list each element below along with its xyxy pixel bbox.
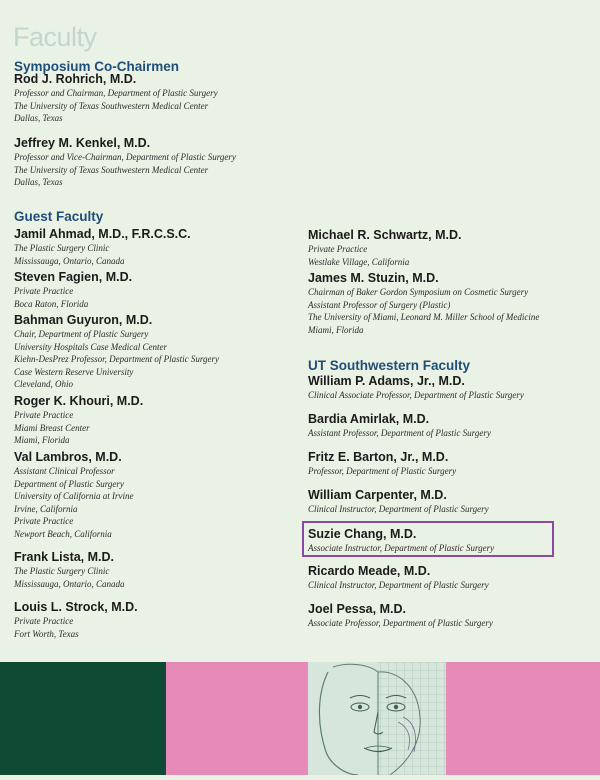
faculty-detail: Kiehn-DesPrez Professor, Department of Plastic Surgery xyxy=(14,354,219,364)
faculty-detail: Miami, Florida xyxy=(308,324,364,335)
footer-dark-panel xyxy=(0,662,166,775)
faculty-detail: Clinical Associate Professor, Department of Plastic Surgery xyxy=(308,390,524,400)
faculty-detail: University Hospitals Case Medical Center xyxy=(14,341,167,352)
faculty-detail: Cleveland, Ohio xyxy=(14,379,73,389)
faculty-entry xyxy=(14,227,191,267)
faculty-entry xyxy=(14,72,218,125)
faculty-detail: The University of Texas Southwestern Medical Center xyxy=(14,100,209,111)
faculty-detail: Boca Raton, Florida xyxy=(14,298,89,309)
faculty-detail: Associate Instructor, Department of Plastic Surgery xyxy=(308,543,495,553)
faculty-entry xyxy=(308,450,456,478)
faculty-detail: Fort Worth, Texas xyxy=(14,628,79,639)
faculty-entry xyxy=(14,550,125,590)
faculty-name: Ricardo Meade, M.D. xyxy=(308,564,431,578)
footer-band xyxy=(0,662,600,775)
faculty-detail: Assistant Professor of Surgery (Plastic) xyxy=(308,299,451,310)
faculty-detail: Private Practice xyxy=(14,516,74,526)
faculty-detail: Private Practice xyxy=(14,410,74,420)
faculty-detail: Private Practice xyxy=(14,616,74,626)
faculty-detail: Private Practice xyxy=(14,286,74,296)
faculty-entry xyxy=(14,394,143,447)
faculty-detail: Miami Breast Center xyxy=(14,422,90,433)
faculty-name: Joel Pessa, M.D. xyxy=(308,602,406,616)
faculty-name: Val Lambros, M.D. xyxy=(14,450,122,464)
faculty-detail: Case Western Reserve University xyxy=(14,366,134,377)
faculty-detail: The University of Texas Southwestern Medical Center xyxy=(14,164,209,175)
faculty-name: Jamil Ahmad, M.D., F.R.C.S.C. xyxy=(14,227,191,241)
faculty-entry xyxy=(14,600,138,640)
faculty-detail: Associate Professor, Department of Plastic Surgery xyxy=(308,618,493,628)
faculty-detail: The Plastic Surgery Clinic xyxy=(14,243,110,253)
faculty-entry xyxy=(308,488,489,516)
faculty-detail: Mississauga, Ontario, Canada xyxy=(14,578,125,589)
faculty-name: Bardia Amirlak, M.D. xyxy=(308,412,430,426)
faculty-detail: Dallas, Texas xyxy=(14,177,63,187)
faculty-entry-highlighted xyxy=(308,527,494,555)
faculty-name: William P. Adams, Jr., M.D. xyxy=(308,374,465,388)
faculty-detail: The Plastic Surgery Clinic xyxy=(14,566,110,576)
faculty-entry xyxy=(308,602,493,630)
face-illustration xyxy=(308,662,446,775)
faculty-name: James M. Stuzin, M.D. xyxy=(308,271,439,285)
faculty-name: Rod J. Rohrich, M.D. xyxy=(14,72,137,86)
faculty-detail: Assistant Clinical Professor xyxy=(14,466,115,476)
faculty-detail: Chair, Department of Plastic Surgery xyxy=(14,329,149,339)
faculty-detail: Department of Plastic Surgery xyxy=(14,478,124,489)
faculty-detail: The University of Miami, Leonard M. Miller School of Medicine xyxy=(308,312,540,322)
faculty-entry xyxy=(308,228,462,268)
cochairs-heading: Symposium Co-Chairmen xyxy=(14,59,180,74)
faculty-name: Frank Lista, M.D. xyxy=(14,550,115,564)
faculty-entry xyxy=(14,136,236,189)
faculty-name: Bahman Guyuron, M.D. xyxy=(14,313,153,327)
faculty-detail: Chairman of Baker Gordon Symposium on Cosmetic Surgery xyxy=(308,287,529,297)
faculty-name: Steven Fagien, M.D. xyxy=(14,270,133,284)
faculty-name: Michael R. Schwartz, M.D. xyxy=(308,228,462,242)
faculty-name: Jeffrey M. Kenkel, M.D. xyxy=(14,136,151,150)
faculty-detail: Westlake Village, California xyxy=(308,256,410,267)
faculty-detail: Miami, Florida xyxy=(14,435,70,445)
faculty-detail: Professor and Vice-Chairman, Department of Plastic Surgery xyxy=(14,152,236,162)
faculty-entry xyxy=(308,564,489,592)
faculty-entry xyxy=(308,271,539,336)
face-sketch-icon xyxy=(308,662,446,775)
faculty-detail: Dallas, Texas xyxy=(14,113,63,123)
faculty-name: Roger K. Khouri, M.D. xyxy=(14,394,144,408)
faculty-detail: Assistant Professor, Department of Plastic Surgery xyxy=(308,428,491,438)
faculty-name: Louis L. Strock, M.D. xyxy=(14,600,138,614)
faculty-name: Suzie Chang, M.D. xyxy=(308,527,417,541)
faculty-detail: Mississauga, Ontario, Canada xyxy=(14,255,125,266)
page-title: Faculty xyxy=(13,22,97,52)
faculty-detail: Clinical Instructor, Department of Plastic Surgery xyxy=(308,504,489,514)
faculty-entry xyxy=(308,374,524,402)
faculty-detail: Professor, Department of Plastic Surgery xyxy=(308,466,457,476)
faculty-entry xyxy=(308,412,491,440)
faculty-detail: Newport Beach, California xyxy=(14,528,112,539)
faculty-entry xyxy=(14,313,219,391)
faculty-detail: Professor and Chairman, Department of Plastic Surgery xyxy=(14,88,218,98)
faculty-detail: University of California at Irvine xyxy=(14,491,134,501)
faculty-detail: Irvine, California xyxy=(14,503,78,514)
faculty-entry xyxy=(14,270,132,310)
faculty-detail: Clinical Instructor, Department of Plastic Surgery xyxy=(308,580,489,590)
faculty-entry xyxy=(14,450,134,540)
faculty-detail: Private Practice xyxy=(308,244,368,254)
faculty-name: Fritz E. Barton, Jr., M.D. xyxy=(308,450,449,464)
utsw-faculty-heading: UT Southwestern Faculty xyxy=(308,358,471,373)
guest-faculty-heading: Guest Faculty xyxy=(14,209,104,224)
faculty-name: William Carpenter, M.D. xyxy=(308,488,447,502)
